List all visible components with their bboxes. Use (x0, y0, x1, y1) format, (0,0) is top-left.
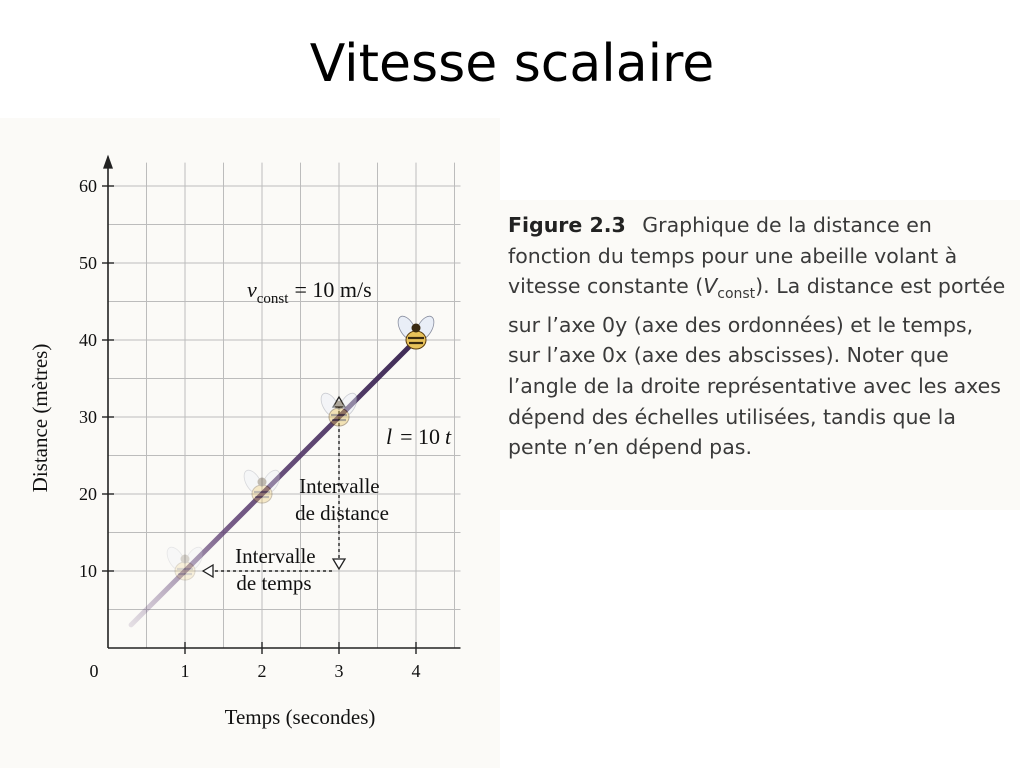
y-tick-label: 30 (79, 407, 97, 427)
y-tick-label: 50 (79, 253, 97, 273)
y-tick-label: 40 (79, 330, 97, 350)
y-tick-label: 20 (79, 484, 97, 504)
equation-annotation (386, 424, 452, 449)
time-interval-line2: de temps (236, 571, 312, 595)
bee-body (252, 485, 272, 503)
distance-interval-line1: Intervalle (299, 474, 380, 498)
x-tick-label: 2 (257, 661, 267, 681)
x-axis-label: Temps (secondes) (224, 705, 376, 729)
bee-body (406, 331, 426, 349)
bee-head (181, 555, 190, 564)
bee-head (335, 401, 344, 410)
bee-body (329, 408, 349, 426)
caption-text-2: ). La distance est portée sur l’axe 0y (axe des ordonnées) et le temps, sur l’axe 0x (axe des abscisses). Noter que l’angle de la droite représentative avec les axes dépend des échelles utilisées, tandis que la pente n’en dépend pas. (508, 274, 1006, 460)
y-tick-label: 10 (79, 561, 97, 581)
x-tick-label: 1 (180, 661, 190, 681)
x-tick-label: 0 (89, 661, 99, 681)
figure-caption (508, 210, 1008, 463)
distance-interval-line2: de distance (295, 501, 389, 525)
bee-head (258, 478, 267, 487)
y-tick-label: 60 (79, 176, 97, 196)
figure-label: Figure 2.3 (508, 213, 626, 237)
velocity-symbol: v (247, 277, 257, 302)
equation-t: t (445, 424, 452, 449)
x-tick-label: 4 (411, 661, 421, 681)
distance-interval-arrowhead-bottom (333, 559, 345, 569)
time-interval-line1: Intervalle (235, 544, 316, 568)
distance-interval-label (295, 474, 389, 525)
tick-labels (79, 176, 421, 681)
y-axis-label: Distance (mètres) (28, 343, 52, 493)
caption-v-subscript: const (717, 286, 756, 303)
slide-title: Vitesse scalaire (309, 34, 715, 94)
equation-l: l (386, 424, 393, 449)
y-axis-arrowhead (103, 155, 113, 169)
time-interval-label (235, 544, 321, 595)
x-tick-label: 3 (334, 661, 344, 681)
velocity-annotation (247, 277, 372, 307)
time-interval-arrowhead (203, 565, 213, 577)
caption-v-symbol: V (703, 274, 718, 299)
bee-head (412, 324, 421, 333)
caption-text-1: Graphique de la distance en fonction du temps pour une abeille volant à vitesse constante ( (508, 213, 958, 299)
distance-time-chart (0, 118, 500, 768)
equation-middle: = 10 (400, 424, 441, 449)
velocity-value: = 10 m/s (294, 277, 372, 302)
velocity-subscript: const (256, 291, 289, 307)
bee-body (175, 562, 195, 580)
